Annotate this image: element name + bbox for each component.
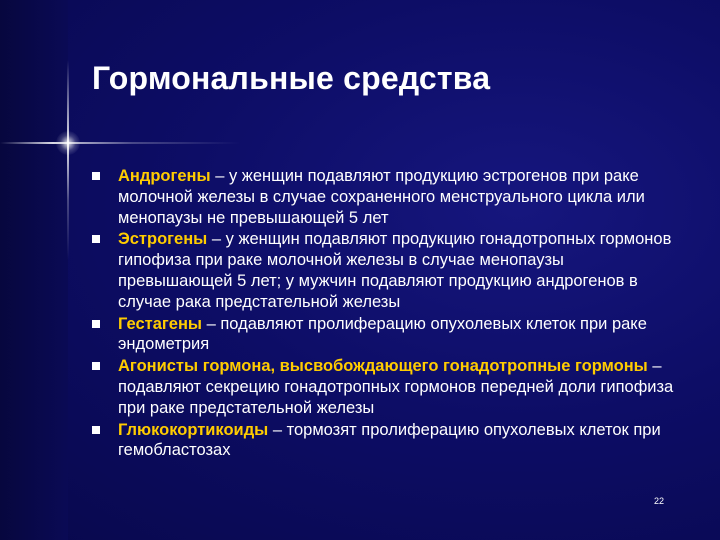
left-band-decoration [0, 0, 68, 540]
bullet-item [92, 166, 682, 228]
light-flare-vertical [67, 60, 69, 260]
bullet-item [92, 356, 682, 418]
bullet-term: Андрогены [118, 167, 211, 185]
bullet-item [92, 420, 682, 462]
square-bullet-icon [92, 235, 100, 243]
slide-title: Гормональные средства [92, 60, 491, 96]
page-number: 22 [654, 496, 665, 506]
bullet-text: – подавляют секрецию гонадотропных гормонов передней доли гипофиза при раке предстательной железы [118, 357, 674, 417]
bullet-term: Агонисты гормона, высвобождающего гонадотропные гормоны [118, 357, 648, 376]
bullet-text: – тормозят пролиферацию опухолевых клеток при гемобластозах [118, 420, 661, 460]
square-bullet-icon [92, 172, 100, 180]
bullet-item [92, 229, 682, 312]
bullet-term: Эстрогены [118, 230, 208, 249]
bullet-term: Гестагены [118, 314, 203, 333]
bullet-text: – у женщин подавляют продукцию эстрогенов при раке молочной железы в случае сохраненного менструального цикла или менопаузы не превышающей 5 лет [118, 167, 645, 227]
bullet-term: Глюкокортикоиды [118, 420, 269, 439]
bullet-text: – у женщин подавляют продукцию гонадотропных гормонов гипофиза при раке молочной железы в случае менопаузы превышающей 5 лет; у мужчин подавляют продукцию андрогенов в случае рака предстательной железы [118, 230, 672, 311]
square-bullet-icon [92, 320, 100, 328]
light-flare-glow [56, 131, 80, 155]
square-bullet-icon [92, 362, 100, 370]
bullet-text: – подавляют пролиферацию опухолевых клеток при раке эндометрия [118, 314, 647, 354]
square-bullet-icon [92, 426, 100, 434]
light-flare-horizontal [0, 142, 240, 144]
bullet-item [92, 314, 682, 356]
bullet-list [92, 166, 682, 462]
